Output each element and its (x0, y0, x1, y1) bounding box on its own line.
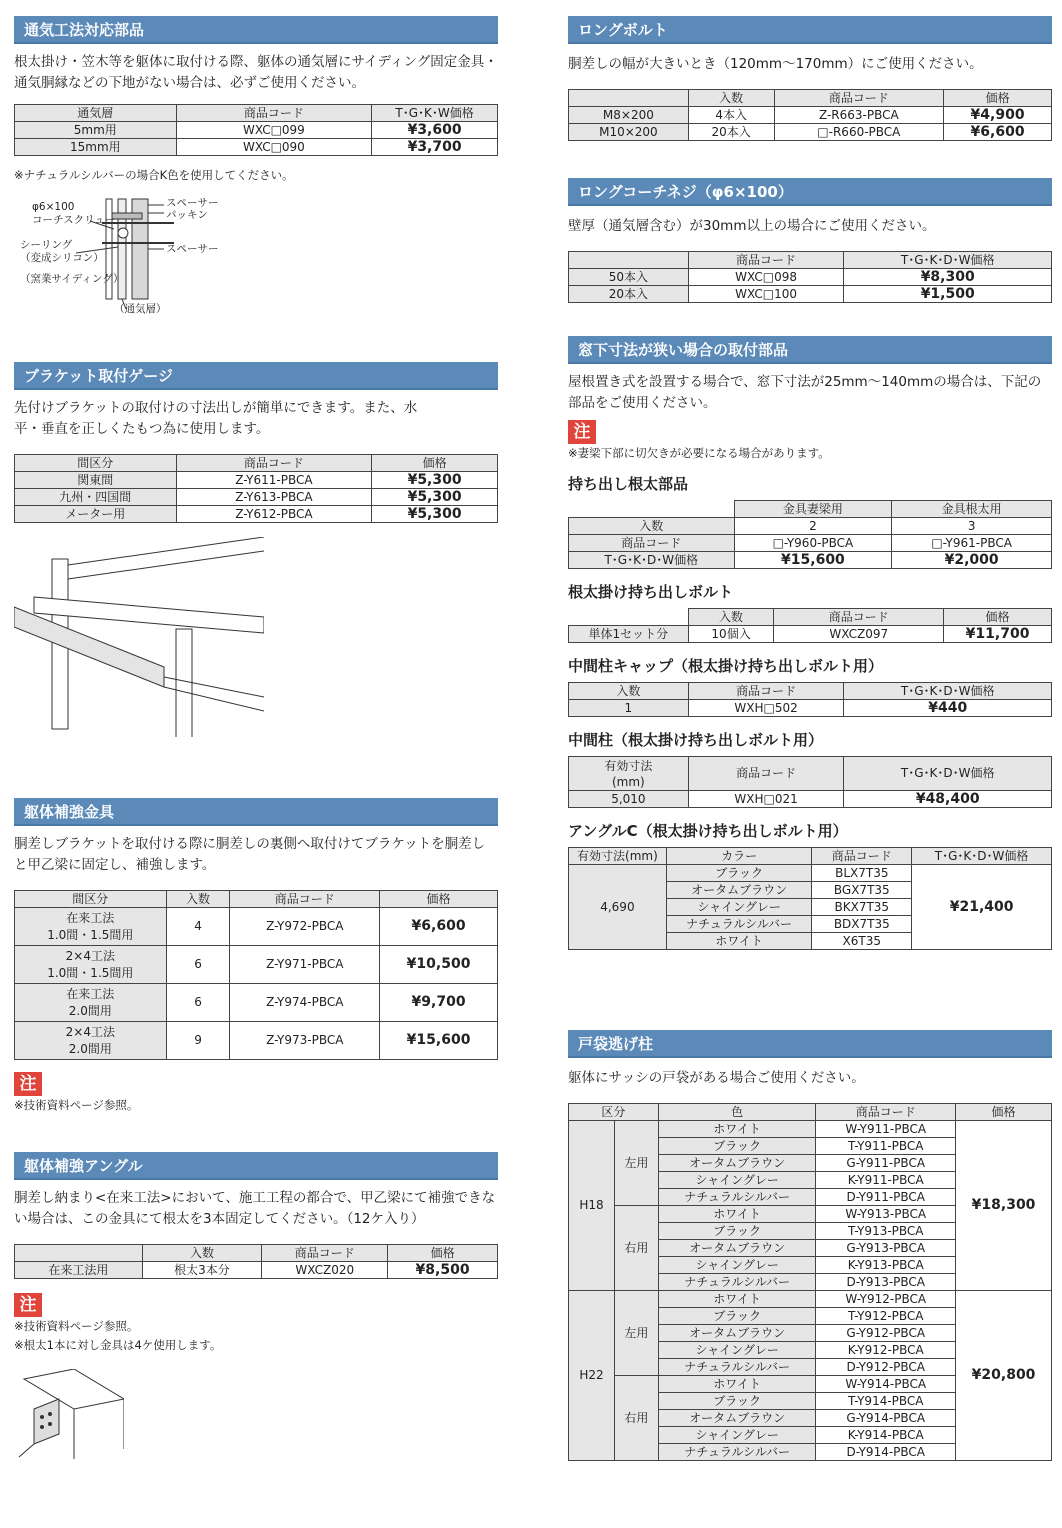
col-header: 入数 (688, 90, 774, 107)
col-header: 商品コード (688, 757, 844, 791)
section-desc: 先付けブラケットの取付けの寸法出しが簡単にできます。また、水平・垂直を正しくたもつ為に使用します。 (14, 400, 418, 437)
caution-badge: 注 (568, 420, 596, 444)
table-row (569, 700, 1052, 717)
code-cell: D-Y912-PBCA (816, 1359, 956, 1376)
section-header: ロングボルト (568, 16, 1052, 44)
cell: WXH□021 (688, 791, 844, 808)
table-row (15, 908, 498, 946)
cell: 6 (166, 946, 230, 984)
table-row (15, 506, 498, 523)
section-desc: 胴差しの幅が大きいとき（120mm〜170mm）にご使用ください。 (568, 56, 983, 72)
cell-line: 2×4工法 (65, 1024, 115, 1039)
cell: Z-Y613-PBCA (176, 489, 372, 506)
color-cell: オータムブラウン (658, 1240, 816, 1257)
price-cell: ¥4,900 (944, 107, 1052, 124)
cell: □-Y960-PBCA (734, 535, 892, 552)
table-row (569, 1291, 1052, 1308)
middle-post-table (568, 756, 1052, 808)
price-cell: ¥2,000 (892, 552, 1052, 569)
cell-line: 1.0間・1.5間用 (47, 965, 134, 980)
price-cell: ¥20,800 (956, 1291, 1052, 1461)
note: ※妻梁下部に切欠きが必要になる場合があります。 (568, 446, 830, 460)
code-cell: G-Y911-PBCA (816, 1155, 956, 1172)
col-header (569, 609, 689, 626)
section-desc: 壁厚（通気層含む）が30mm以上の場合にご使用ください。 (568, 218, 936, 234)
price-cell: ¥10,500 (380, 946, 498, 984)
cell-line: 2.0間用 (68, 1041, 112, 1056)
code-cell: T-Y913-PBCA (816, 1223, 956, 1240)
price-cell: ¥6,600 (380, 908, 498, 946)
cell: Z-R663-PBCA (774, 107, 944, 124)
code-cell: G-Y912-PBCA (816, 1325, 956, 1342)
angle-c-table (568, 847, 1052, 950)
section-long-bolt (568, 16, 1052, 141)
code-cell: K-Y911-PBCA (816, 1172, 956, 1189)
label-text: コーチスクリュー (32, 214, 116, 226)
cell: X6T35 (812, 933, 912, 950)
color-cell: オータムブラウン (658, 1410, 816, 1427)
price-cell: ¥1,500 (844, 286, 1052, 303)
col-header: 入数 (569, 683, 689, 700)
col-header: 有効寸法(mm) (569, 848, 667, 865)
col-header: 入数 (166, 891, 230, 908)
side-cell: 右用 (614, 1376, 658, 1461)
col-header: 商品コード (262, 1245, 388, 1262)
label-siding: （窯業サイディング） (20, 273, 124, 285)
color-cell: オータムブラウン (658, 1325, 816, 1342)
code-cell: G-Y913-PBCA (816, 1240, 956, 1257)
cell: ナチュラルシルバー (666, 916, 812, 933)
cell: 2 (734, 518, 892, 535)
color-cell: ナチュラルシルバー (658, 1274, 816, 1291)
price-cell: ¥11,700 (944, 626, 1052, 643)
cell: Z-Y974-PBCA (230, 984, 380, 1022)
table-row (15, 472, 498, 489)
code-cell: T-Y912-PBCA (816, 1308, 956, 1325)
sub-title: 根太掛け持ち出しボルト (568, 583, 734, 601)
section-header: 戸袋逃げ柱 (568, 1030, 1052, 1058)
section-desc: 胴差しブラケットを取付ける際に胴差しの裏側へ取付けてブラケットを胴差しと甲乙梁に固定し、補強します。 (14, 836, 486, 873)
table-row (569, 552, 1052, 569)
cell: WXCZ097 (774, 626, 944, 643)
color-cell: ホワイト (658, 1121, 816, 1138)
section-header: ロングコーチネジ（φ6×100） (568, 178, 1052, 206)
vent-diagram (14, 191, 498, 316)
price-cell: ¥3,700 (372, 139, 498, 156)
col-header: 価格 (380, 891, 498, 908)
price-cell: ¥440 (844, 700, 1052, 717)
code-cell: D-Y911-PBCA (816, 1189, 956, 1206)
color-cell: ホワイト (658, 1376, 816, 1393)
section-frame-reinforcement (14, 798, 498, 1115)
col-header: 入数 (142, 1245, 262, 1262)
label-sealing (20, 239, 104, 265)
code-cell: K-Y912-PBCA (816, 1342, 956, 1359)
col-header: 色 (658, 1104, 816, 1121)
cell: 根太3本分 (142, 1262, 262, 1279)
label-text: シーリング (20, 239, 73, 251)
code-cell: W-Y914-PBCA (816, 1376, 956, 1393)
cell (15, 908, 167, 946)
cell: ブラック (666, 865, 812, 882)
note: ※技術資料ページ参照。 (14, 1319, 139, 1333)
col-header: 商品コード (176, 455, 372, 472)
col-header (569, 757, 689, 791)
cell: T･G･K･D･W価格 (569, 552, 735, 569)
col-header: 金具根太用 (892, 501, 1052, 518)
cell: □-R660-PBCA (774, 124, 944, 141)
col-header: 入数 (688, 609, 774, 626)
joist-parts-table (568, 500, 1052, 569)
col-header: 商品コード (688, 252, 844, 269)
table-row (15, 1022, 498, 1060)
col-header: 価格 (372, 455, 498, 472)
label-packing: パッキン (166, 209, 208, 221)
label-spacer: スペーサー (166, 197, 219, 209)
cell: 9 (166, 1022, 230, 1060)
color-cell: ホワイト (658, 1206, 816, 1223)
col-header: 商品コード (774, 90, 944, 107)
price-cell: ¥18,300 (956, 1121, 1052, 1291)
label-airlayer: （通気層） (114, 303, 167, 315)
cell: BDX7T35 (812, 916, 912, 933)
col-header: T･G･K･W価格 (372, 105, 498, 122)
coach-screw-table (568, 251, 1052, 303)
cell (15, 984, 167, 1022)
table-row (569, 269, 1052, 286)
table-row (15, 1262, 498, 1279)
code-cell: T-Y914-PBCA (816, 1393, 956, 1410)
caution-badge: 注 (14, 1293, 42, 1317)
col-header: 商品コード (812, 848, 912, 865)
section-frame-angle (14, 1152, 498, 1459)
col-header: 価格 (944, 90, 1052, 107)
cell: 単体1セット分 (569, 626, 689, 643)
table-row (569, 518, 1052, 535)
caution-badge-wrap (568, 420, 1052, 444)
cell: M8×200 (569, 107, 689, 124)
cell: 九州・四国間 (15, 489, 177, 506)
col-header: 価格 (388, 1245, 498, 1262)
col-header: 商品コード (774, 609, 944, 626)
frame-reinforcement-table (14, 890, 498, 1060)
section-long-coach-screw (568, 178, 1052, 303)
cell: 入数 (569, 518, 735, 535)
cell: 在来工法用 (15, 1262, 143, 1279)
price-cell: ¥9,700 (380, 984, 498, 1022)
color-cell: シャイングレー (658, 1342, 816, 1359)
price-cell: ¥8,300 (844, 269, 1052, 286)
cell: WXC□099 (176, 122, 372, 139)
cell: 4 (166, 908, 230, 946)
header-line: (mm) (611, 774, 645, 789)
price-cell: ¥5,300 (372, 472, 498, 489)
cell: BKX7T35 (812, 899, 912, 916)
table-row (569, 865, 1052, 882)
col-header: T･G･K･D･W価格 (844, 683, 1052, 700)
cell: メーター用 (15, 506, 177, 523)
cell: シャイングレー (666, 899, 812, 916)
cell: 4本入 (688, 107, 774, 124)
group-cell: H18 (569, 1121, 615, 1291)
section-header: 窓下寸法が狭い場合の取付部品 (568, 336, 1052, 364)
bracket-gauge-table (14, 454, 498, 523)
cell: 関東間 (15, 472, 177, 489)
col-header: T･G･K･D･W価格 (912, 848, 1052, 865)
col-header: T･G･K･D･W価格 (844, 252, 1052, 269)
cell: ホワイト (666, 933, 812, 950)
price-cell: ¥48,400 (844, 791, 1052, 808)
section-narrow-window (568, 336, 1052, 950)
code-cell: K-Y914-PBCA (816, 1427, 956, 1444)
col-header: 価格 (944, 609, 1052, 626)
color-cell: ブラック (658, 1223, 816, 1240)
cell: WXH□502 (688, 700, 844, 717)
code-cell: D-Y913-PBCA (816, 1274, 956, 1291)
color-cell: ホワイト (658, 1291, 816, 1308)
vent-parts-table (14, 104, 498, 156)
section-header: 躯体補強アングル (14, 1152, 498, 1180)
color-cell: シャイングレー (658, 1257, 816, 1274)
col-header: 商品コード (230, 891, 380, 908)
code-cell: T-Y911-PBCA (816, 1138, 956, 1155)
cell: Z-Y611-PBCA (176, 472, 372, 489)
price-cell: ¥5,300 (372, 506, 498, 523)
table-row (569, 1121, 1052, 1138)
cell: Z-Y972-PBCA (230, 908, 380, 946)
table-row (569, 107, 1052, 124)
cell: 20本入 (569, 286, 689, 303)
col-header (569, 90, 689, 107)
col-header: 商品コード (816, 1104, 956, 1121)
cell: 6 (166, 984, 230, 1022)
col-header: 商品コード (688, 683, 844, 700)
table-row (15, 489, 498, 506)
section-door-pocket-post (568, 1030, 1052, 1461)
header-line: 有効寸法 (604, 758, 653, 773)
section-desc: 根太掛け・笠木等を躯体に取付ける際、躯体の通気層にサイディング固定金具・通気胴縁などの下地がない場合は、必ずご使用ください。 (14, 54, 498, 91)
section-bracket-gauge (14, 362, 498, 737)
color-cell: ブラック (658, 1138, 816, 1155)
label-screw (32, 201, 115, 227)
color-cell: シャイングレー (658, 1427, 816, 1444)
cell-line: 在来工法 (66, 986, 115, 1001)
angle-illustration (14, 1369, 124, 1459)
cell: BLX7T35 (812, 865, 912, 882)
cell: 50本入 (569, 269, 689, 286)
cell: WXC□098 (688, 269, 844, 286)
section-header: 通気工法対応部品 (14, 16, 498, 44)
note: ※根太1本に対し金具は4ケ使用します。 (14, 1338, 222, 1352)
section-desc: 躯体にサッシの戸袋がある場合ご使用ください。 (568, 1070, 865, 1086)
col-header: 価格 (956, 1104, 1052, 1121)
col-header (15, 1245, 143, 1262)
color-cell: シャイングレー (658, 1172, 816, 1189)
section-header: 躯体補強金具 (14, 798, 498, 826)
cell: BGX7T35 (812, 882, 912, 899)
code-cell: G-Y914-PBCA (816, 1410, 956, 1427)
col-header: 通気層 (15, 105, 177, 122)
table-row (15, 122, 498, 139)
table-row (569, 535, 1052, 552)
code-cell: K-Y913-PBCA (816, 1257, 956, 1274)
table-row (569, 286, 1052, 303)
group-cell: H22 (569, 1291, 615, 1461)
table-row (569, 626, 1052, 643)
note: ※技術資料ページ参照。 (14, 1098, 139, 1112)
cell-line: 在来工法 (66, 910, 115, 925)
cell-line: 1.0間・1.5間用 (47, 927, 134, 942)
cell (15, 946, 167, 984)
joist-bolt-table (568, 608, 1052, 643)
section-desc: 屋根置き式を設置する場合で、窓下寸法が25mm〜140mmの場合は、下記の部品をご使用ください。 (568, 374, 1042, 411)
col-header: カラー (666, 848, 812, 865)
side-cell: 左用 (614, 1291, 658, 1376)
cell: 10個入 (688, 626, 774, 643)
col-header: T･G･K･D･W価格 (844, 757, 1052, 791)
cell: オータムブラウン (666, 882, 812, 899)
color-cell: ブラック (658, 1308, 816, 1325)
code-cell: D-Y914-PBCA (816, 1444, 956, 1461)
table-row (15, 984, 498, 1022)
color-cell: ナチュラルシルバー (658, 1189, 816, 1206)
table-row (15, 139, 498, 156)
col-header: 商品コード (176, 105, 372, 122)
label-spacer: スペーサー (166, 243, 219, 255)
side-cell: 右用 (614, 1206, 658, 1291)
sub-title: 中間柱キャップ（根太掛け持ち出しボルト用） (568, 657, 884, 675)
color-cell: ナチュラルシルバー (658, 1359, 816, 1376)
table-row (569, 124, 1052, 141)
col-header: 間区分 (15, 891, 167, 908)
col-header: 区分 (569, 1104, 659, 1121)
cell: WXCZ020 (262, 1262, 388, 1279)
cell-line: 2.0間用 (68, 1003, 112, 1018)
cell: WXC□100 (688, 286, 844, 303)
price-cell: ¥5,300 (372, 489, 498, 506)
cell (15, 1022, 167, 1060)
cell: Z-Y973-PBCA (230, 1022, 380, 1060)
cell: 商品コード (569, 535, 735, 552)
cell: 20本入 (688, 124, 774, 141)
caution-badge-wrap (14, 1293, 498, 1317)
cell: □-Y961-PBCA (892, 535, 1052, 552)
cell: Z-Y971-PBCA (230, 946, 380, 984)
col-header (569, 501, 735, 518)
cell: 4,690 (569, 865, 667, 950)
cell: WXC□090 (176, 139, 372, 156)
bracket-gauge-illustration (14, 537, 264, 737)
col-header: 間区分 (15, 455, 177, 472)
cell: 5,010 (569, 791, 689, 808)
price-cell: ¥15,600 (380, 1022, 498, 1060)
section-desc: 胴差し納まり<在来工法>において、施工工程の都合で、甲乙梁にて補強できない場合は、この金具にて根太を3本固定してください。（12ケ入り） (14, 1190, 496, 1227)
section-header: ブラケット取付ゲージ (14, 362, 498, 390)
sub-title: 持ち出し根太部品 (568, 475, 689, 493)
sub-title: 中間柱（根太掛け持ち出しボルト用） (568, 731, 824, 749)
section-vent-parts (14, 16, 498, 316)
code-cell: W-Y911-PBCA (816, 1121, 956, 1138)
post-cap-table (568, 682, 1052, 717)
price-cell: ¥15,600 (734, 552, 892, 569)
price-cell: ¥6,600 (944, 124, 1052, 141)
code-cell: W-Y913-PBCA (816, 1206, 956, 1223)
sub-title: アングルC（根太掛け持ち出しボルト用） (568, 822, 848, 840)
side-cell: 左用 (614, 1121, 658, 1206)
cell: 15mm用 (15, 139, 177, 156)
cell-line: 2×4工法 (65, 948, 115, 963)
price-cell: ¥21,400 (912, 865, 1052, 950)
caution-badge: 注 (14, 1072, 42, 1096)
cell: 5mm用 (15, 122, 177, 139)
color-cell: ナチュラルシルバー (658, 1444, 816, 1461)
price-cell: ¥3,600 (372, 122, 498, 139)
caution-badge-wrap (14, 1072, 498, 1096)
label-text: （変成シリコン） (20, 252, 104, 264)
frame-angle-table (14, 1244, 498, 1279)
col-header (569, 252, 689, 269)
door-pocket-table (568, 1103, 1052, 1461)
price-cell: ¥8,500 (388, 1262, 498, 1279)
long-bolt-table (568, 89, 1052, 141)
cell: 1 (569, 700, 689, 717)
table-row (569, 791, 1052, 808)
note: ※ナチュラルシルバーの場合K色を使用してください。 (14, 168, 294, 182)
table-row (15, 946, 498, 984)
label-text: φ6×100 (32, 201, 75, 213)
color-cell: オータムブラウン (658, 1155, 816, 1172)
cell: M10×200 (569, 124, 689, 141)
code-cell: W-Y912-PBCA (816, 1291, 956, 1308)
col-header: 金具妻梁用 (734, 501, 892, 518)
color-cell: ブラック (658, 1393, 816, 1410)
cell: 3 (892, 518, 1052, 535)
cell: Z-Y612-PBCA (176, 506, 372, 523)
